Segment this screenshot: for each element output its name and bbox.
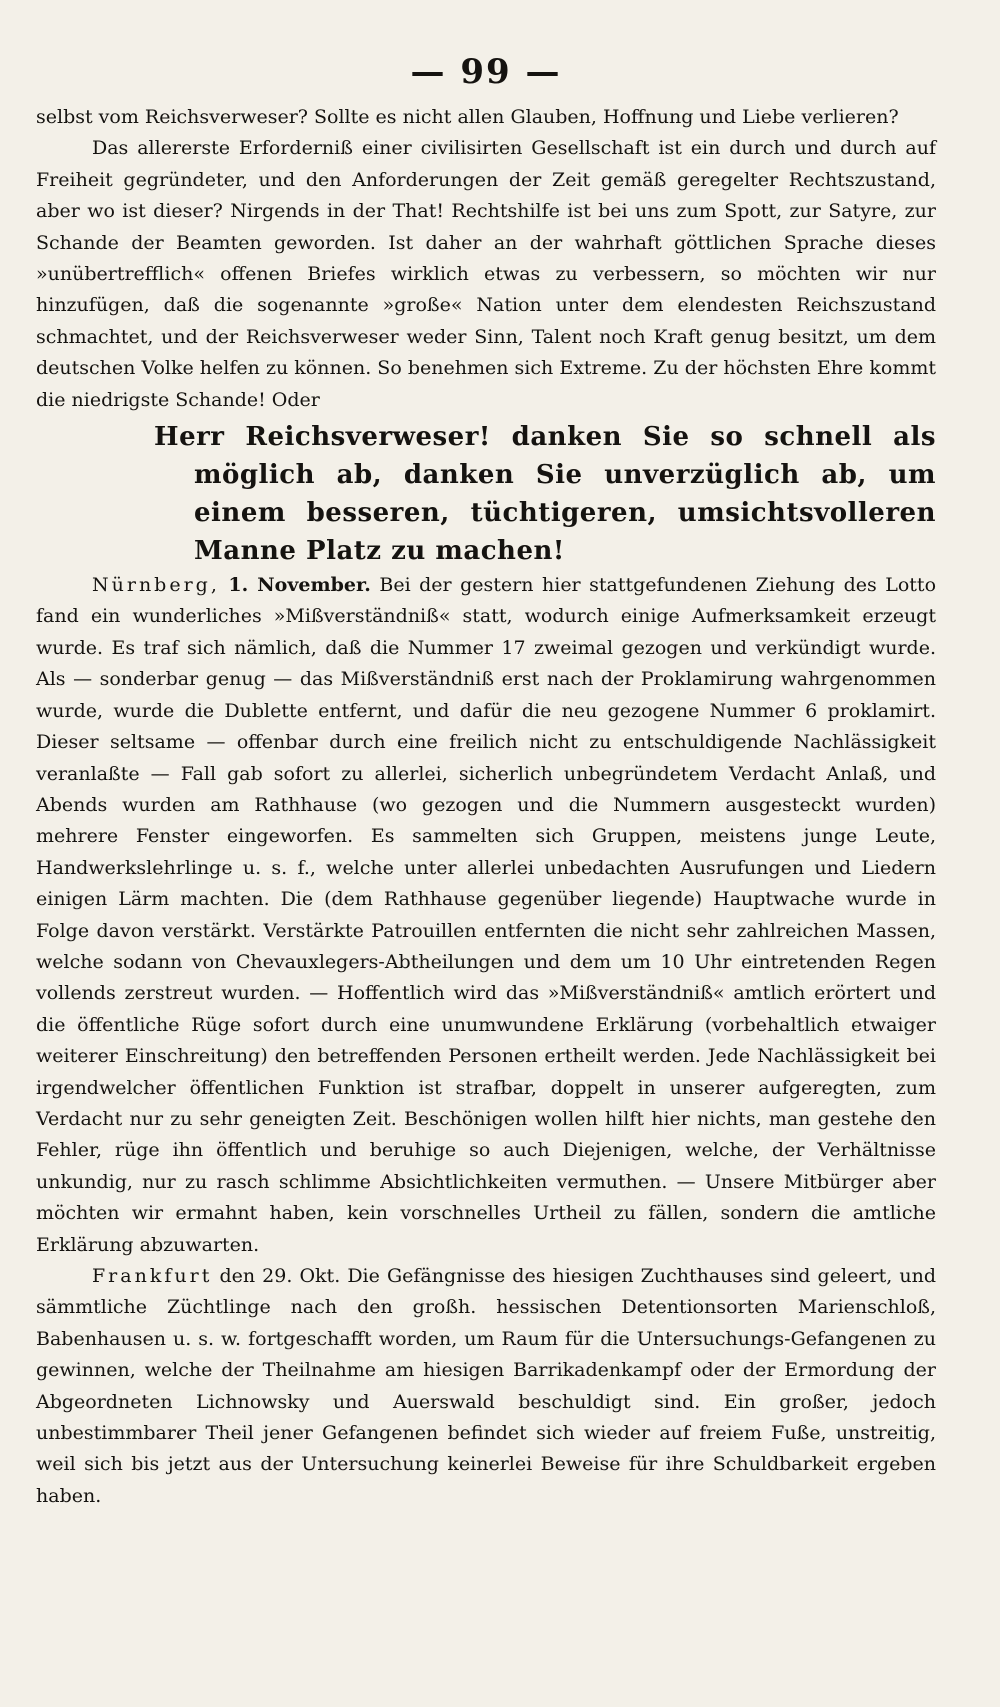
page-number: — 99 — bbox=[410, 52, 562, 92]
article-nuernberg bbox=[36, 570, 936, 1261]
dateline-place: Frankfurt bbox=[92, 1265, 213, 1287]
article-frankfurt bbox=[36, 1261, 936, 1512]
paragraph-opening: selbst vom Reichsverweser? Sollte es nicht allen Glauben, Hoffnung und Liebe verlieren? bbox=[36, 106, 899, 128]
dateline-place: Nürnberg, bbox=[92, 574, 220, 597]
article-body: Bei der gestern hier stattgefundenen Ziehung des Lotto fand ein wunderliches »Mißverständniß« statt, wodurch einige Aufmerksamkeit erzeugt wurde. Es traf sich nämlich, daß die Nummer 17 zweimal gezogen und verkündigt wurde. Als — sonderbar genug — das Mißverständniß erst nach der Proklamirung wahrgenommen wurde, wurde die Dublette entfernt, und dafür die neu gezogene Nummer 6 proklamirt. Dieser seltsame — offenbar durch eine freilich nicht zu entschuldigende Nachlässigkeit veranlaßte — Fall gab sofort zu allerlei, sicherlich unbegründetem Verdacht Anlaß, und Abends wurden am Rathhause (wo gezogen und die Nummern ausgesteckt wurden) mehrere Fenster eingeworfen. Es sammelten sich Gruppen, meistens junge Leute, Handwerkslehrlinge u. s. f., welche unter allerlei unbedachten Ausrufungen und Liedern einigen Lärm machten. Die (dem Rathhause gegenüber liegende) Hauptwache wurde in Folge davon verstärkt. Verstärkte Patrouillen entfernten die nicht sehr zahlreichen Massen, welche sodann von Chevauxlegers-Abtheilungen und dem um 10 Uhr eintretenden Regen vollends zerstreut wurden. — Hoffentlich wird das »Mißverständniß« amtlich erörtert und die öffentliche Rüge sofort durch eine unumwundene Erklärung (vorbehaltlich etwaiger weiterer Einschreitung) den betreffenden Personen ertheilt werden. Jede Nachlässigkeit bei irgendwelcher öffentlichen Funktion ist strafbar, doppelt in unserer aufgeregten, zum Verdacht nur zu sehr geneigten Zeit. Beschönigen wollen hilft hier nichts, man gestehe den Fehler, rüge ihn öffentlich und beruhige so auch Diejenigen, welche, der Verhältnisse unkundig, nur zu rasch schlimme Absichtlichkeiten vermuthen. — Unsere Mitbürger aber möchten wir ermahnt haben, kein vorschnelles Urtheil zu fällen, sondern die amtliche Erklärung abzuwarten. bbox=[36, 574, 937, 1256]
newspaper-page bbox=[36, 52, 936, 1512]
dateline-date: 1. November. bbox=[228, 574, 371, 597]
paragraph-rechtszustand: Das allererste Erforderniß einer civilisirten Gesellschaft ist ein durch und durch auf Freiheit gegründeter, und den Anforderungen der Zeit gemäß geregelter Rechtszustand, aber wo ist dieser? Nirgends in der That! Rechtshilfe ist bei uns zum Spott, zur Satyre, zur Schande der Beamten geworden. Ist daher an der wahrhaft göttlichen Sprache dieses »unübertrefflich« offenen Briefes wirklich etwas zu verbessern, so möchten wir nur hinzufügen, daß die sogenannte »große« Nation unter dem elendesten Reichszustand schmachtet, und der Reichsverweser weder Sinn, Talent noch Kraft genug besitzt, um dem deutschen Volke helfen zu können. So benehmen sich Extreme. Zu der höchsten Ehre kommt die niedrigste Schande! Oder bbox=[36, 137, 936, 411]
dateline-date: den 29. Okt. bbox=[219, 1265, 341, 1287]
callout-reichsverweser bbox=[154, 418, 936, 570]
callout-text: Herr Reichsverweser! danken Sie so schnell als möglich ab, danken Sie unverzüglich ab, um einem besseren, tüchtigeren, umsichtsvolleren Manne Platz zu machen! bbox=[154, 422, 936, 567]
article-body: Die Gefängnisse des hiesigen Zuchthauses sind geleert, und sämmtliche Züchtlinge nach den großh. hessischen Detentionsorten Marienschloß, Babenhausen u. s. w. fortgeschafft worden, um Raum für die Untersuchungs-Gefangenen zu gewinnen, welche der Theilnahme am hiesigen Barrikadenkampf oder der Ermordung der Abgeordneten Lichnowsky und Auerswald beschuldigt sind. Ein großer, jedoch unbestimmbarer Theil jener Gefangenen befindet sich wieder auf freiem Fuße, unstreitig, weil sich bis jetzt aus der Untersuchung keinerlei Beweise für ihre Schuldbarkeit ergeben haben. bbox=[36, 1265, 936, 1507]
